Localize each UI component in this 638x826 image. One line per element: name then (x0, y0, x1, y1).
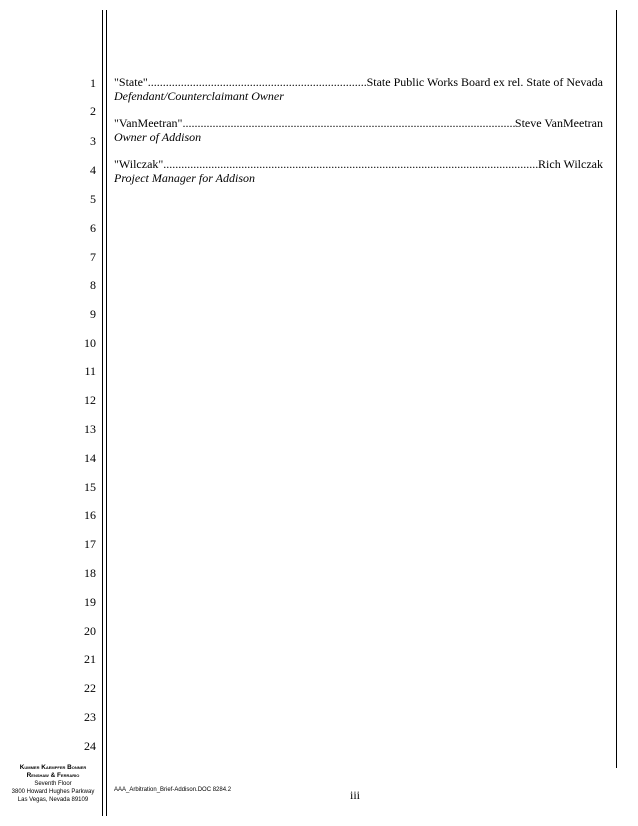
line-number: 22 (84, 681, 96, 695)
page-number: iii (350, 788, 361, 802)
line-number: 7 (90, 250, 96, 264)
definition-text: Rich Wilczak (538, 157, 603, 171)
line-number: 14 (84, 451, 96, 465)
line-number: 8 (90, 278, 96, 292)
definition-description: Project Manager for Addison (114, 171, 255, 185)
firm-floor: Seventh Floor (34, 781, 72, 787)
definition-entry (114, 75, 603, 103)
defined-term: "VanMeetran" (114, 116, 183, 130)
law-firm-block (6, 764, 100, 804)
line-number: 11 (84, 364, 96, 378)
line-number: 5 (90, 192, 96, 206)
dot-leader (148, 75, 367, 89)
firm-street: 3800 Howard Hughes Parkway (11, 789, 95, 795)
right-margin-rule (616, 10, 617, 768)
firm-name-line1: Kummer Kaempfer Bonner (19, 764, 87, 771)
left-margin-rule-outer (102, 10, 103, 816)
definition-row (114, 157, 603, 171)
document-reference: AAA_Arbitration_Brief-Addison.DOC 8284.2 (114, 787, 232, 793)
definition-description: Defendant/Counterclaimant Owner (114, 89, 284, 103)
line-number: 12 (84, 393, 96, 407)
definition-description: Owner of Addison (114, 130, 202, 144)
definition-row (114, 116, 603, 130)
line-number: 6 (90, 221, 96, 235)
defined-term: "State" (114, 75, 148, 89)
dot-leader (182, 116, 514, 130)
line-number: 20 (84, 624, 96, 638)
left-margin-rule-inner (106, 10, 107, 816)
definition-row (114, 75, 603, 89)
definition-text: Steve VanMeetran (514, 116, 603, 130)
definition-entry (114, 116, 603, 144)
line-number: 2 (90, 104, 96, 118)
line-number: 23 (84, 710, 96, 724)
line-number: 17 (84, 537, 96, 551)
line-number: 21 (84, 652, 96, 666)
line-number: 19 (84, 595, 96, 609)
line-number: 18 (84, 566, 96, 580)
line-number: 24 (84, 739, 96, 753)
firm-name-line2: Renshaw & Ferrario (26, 772, 80, 779)
line-number: 10 (84, 336, 96, 350)
defined-term: "Wilczak" (114, 157, 164, 171)
line-number: 15 (84, 480, 96, 494)
line-number: 1 (90, 76, 96, 90)
line-number: 3 (90, 134, 96, 148)
firm-city: Las Vegas, Nevada 89109 (17, 797, 89, 803)
definition-text: State Public Works Board ex rel. State of Nevada (366, 75, 603, 89)
line-number: 16 (84, 508, 96, 522)
dot-leader (163, 157, 538, 171)
definition-entry (114, 157, 603, 185)
line-number: 9 (90, 307, 96, 321)
line-number: 4 (90, 163, 96, 177)
line-number: 13 (84, 422, 96, 436)
